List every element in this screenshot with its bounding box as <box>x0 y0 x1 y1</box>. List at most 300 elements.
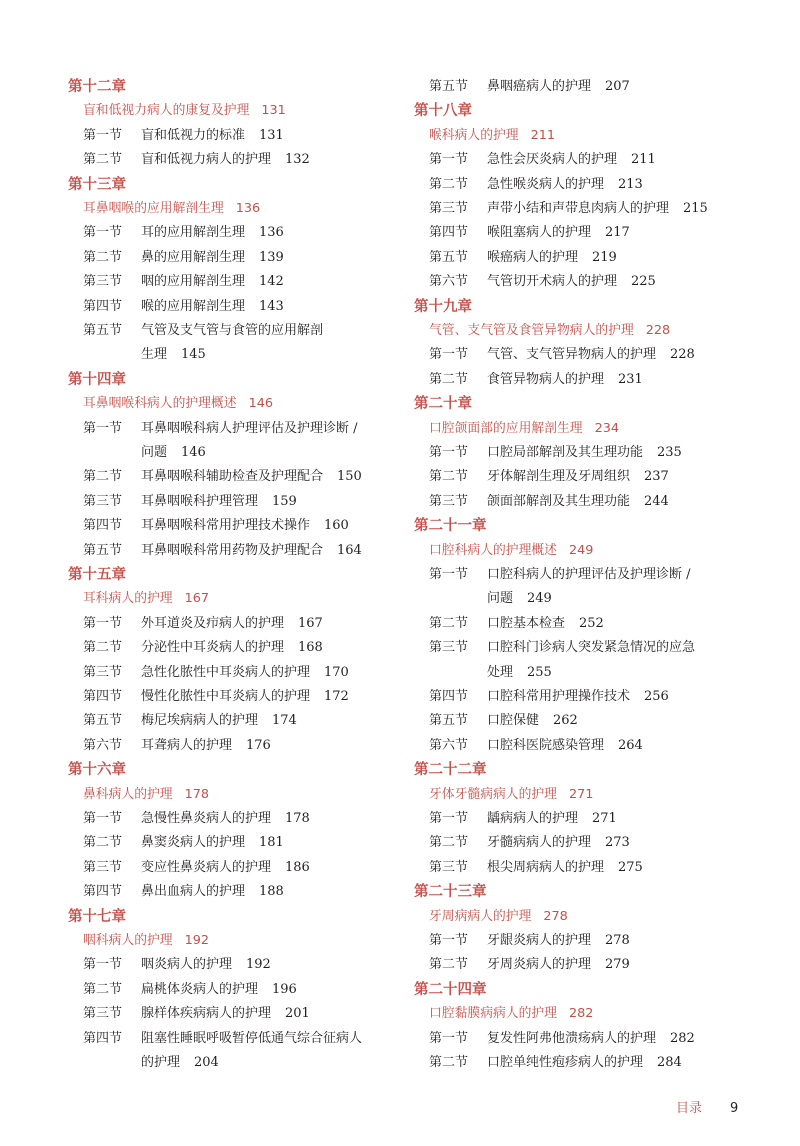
section-title-line <box>487 490 754 514</box>
chapter-title-link[interactable] <box>414 539 754 563</box>
section-page-number: 145 <box>181 347 206 363</box>
section-entry[interactable] <box>414 173 754 197</box>
section-page-number: 174 <box>272 713 297 729</box>
section-title-text: 急性喉炎病人的护理 <box>487 176 605 192</box>
section-title <box>141 417 398 466</box>
section-page-number: 176 <box>246 737 271 753</box>
section-page-number: 217 <box>605 225 630 241</box>
section-entry[interactable] <box>68 246 398 270</box>
chapter-title-link[interactable] <box>68 783 398 807</box>
section-number: 第一节 <box>429 810 469 826</box>
section-title-line <box>487 709 754 733</box>
section-page-number: 178 <box>285 810 310 826</box>
section-page-number: 279 <box>605 957 630 973</box>
section-page-number: 215 <box>683 201 708 216</box>
section-title-line <box>487 831 754 855</box>
chapter-heading: 第二十四章 <box>414 981 487 998</box>
section-title-text: 耳鼻咽喉科病人护理评估及护理诊断 / <box>141 420 358 436</box>
chapter-heading: 第十三章 <box>68 176 126 193</box>
section-entry[interactable] <box>414 929 754 953</box>
chapter-title-text: 口腔科病人的护理概述 <box>429 542 557 558</box>
section-title <box>487 343 754 367</box>
section-number: 第二节 <box>429 1054 469 1070</box>
section-title-text: 鼻的应用解剖生理 <box>141 249 246 265</box>
section-number: 第四节 <box>429 225 469 241</box>
section-entry[interactable] <box>68 709 398 733</box>
chapter-title-link[interactable] <box>414 1002 754 1026</box>
section-title <box>487 368 754 392</box>
section-title-line <box>487 612 754 636</box>
section-page-number: 249 <box>527 591 552 607</box>
section-number: 第五节 <box>83 323 123 338</box>
section-title-text: 根尖周病病人的护理 <box>487 859 605 875</box>
section-page-number: 252 <box>579 615 604 631</box>
section-title <box>141 953 398 977</box>
section-title-text: 口腔基本检查 <box>487 615 566 631</box>
section-title-line <box>141 246 398 270</box>
section-number: 第三节 <box>429 493 469 509</box>
section-title-text: 口腔科病人的护理评估及护理诊断 / <box>487 567 691 582</box>
section-entry[interactable] <box>414 612 754 636</box>
section-entry[interactable] <box>414 221 754 245</box>
section-title <box>141 978 398 1002</box>
section-title-line <box>487 441 754 465</box>
section-title-line <box>487 465 754 489</box>
chapter-heading: 第十五章 <box>68 566 126 583</box>
section-title <box>141 856 398 880</box>
section-title-text: 牙龈炎病人的护理 <box>487 932 592 948</box>
section-title-line <box>141 124 398 148</box>
section-title <box>487 709 754 733</box>
section-page-number: 219 <box>592 249 617 265</box>
section-title-line <box>487 246 754 270</box>
chapter-page-number: 249 <box>568 542 594 558</box>
section-title <box>487 246 754 270</box>
section-number: 第二节 <box>83 640 123 656</box>
chapter-heading: 第十六章 <box>68 762 126 779</box>
section-page-number: 168 <box>298 640 323 656</box>
chapter-heading: 第十四章 <box>68 371 126 388</box>
section-title-line <box>141 221 398 245</box>
section-number: 第三节 <box>83 1006 123 1022</box>
section-title-text: 牙周炎病人的护理 <box>487 957 592 973</box>
section-title-text: 耳鼻咽喉科常用药物及护理配合 <box>141 542 324 558</box>
section-title <box>141 124 398 148</box>
section-page-number: 213 <box>618 176 643 192</box>
section-number: 第三节 <box>83 493 123 509</box>
chapter-title-text: 口腔颌面部的应用解剖生理 <box>429 420 583 436</box>
section-title-line <box>141 465 398 489</box>
section-title <box>141 295 398 319</box>
footer-label: 目录 <box>676 1101 703 1116</box>
chapter-title-link[interactable] <box>68 587 398 611</box>
section-page-number: 201 <box>285 1006 310 1022</box>
section-number: 第四节 <box>83 884 123 900</box>
section-page-number: 244 <box>644 493 669 509</box>
section-entry[interactable] <box>414 75 754 99</box>
section-number: 第六节 <box>83 737 123 753</box>
section-title-line <box>141 709 398 733</box>
section-title-line <box>487 685 754 709</box>
section-entry[interactable] <box>68 539 398 563</box>
section-entry[interactable] <box>68 465 398 489</box>
chapter-title-text: 耳科病人的护理 <box>83 591 173 607</box>
section-entry[interactable] <box>68 880 398 904</box>
section-title-text: 耳鼻咽喉科辅助检查及护理配合 <box>141 469 324 485</box>
chapter-page-number: 282 <box>568 1006 594 1022</box>
section-number: 第二节 <box>83 981 123 997</box>
section-title-text: 声带小结和声带息肉病人的护理 <box>487 201 670 216</box>
section-title-text: 喉阻塞病人的护理 <box>487 225 592 241</box>
chapter-page-number: 278 <box>543 908 568 924</box>
section-title-line <box>141 514 398 538</box>
section-title <box>141 514 398 538</box>
section-title-text: 急慢性鼻炎病人的护理 <box>141 810 272 826</box>
section-title-line <box>141 636 398 660</box>
page-number: 9 <box>730 1101 739 1116</box>
chapter-title-text: 耳鼻咽喉的应用解剖生理 <box>83 200 224 216</box>
section-entry[interactable] <box>414 563 754 612</box>
section-entry[interactable] <box>414 636 754 685</box>
section-entry[interactable] <box>68 685 398 709</box>
section-title-line <box>141 856 398 880</box>
section-number: 第一节 <box>83 810 123 826</box>
section-title-line <box>487 221 754 245</box>
section-title-text: 耳聋病人的护理 <box>141 737 233 753</box>
section-title <box>487 441 754 465</box>
section-title <box>141 539 398 563</box>
chapter-page-number: 136 <box>235 200 261 216</box>
section-title-line <box>141 343 398 367</box>
section-entry[interactable] <box>68 1027 398 1076</box>
section-page-number: 167 <box>298 615 323 631</box>
section-entry[interactable] <box>414 856 754 880</box>
section-title-line <box>487 1027 754 1051</box>
chapter-title-text: 牙周病病人的护理 <box>429 908 532 924</box>
section-entry[interactable] <box>68 636 398 660</box>
section-title <box>141 636 398 660</box>
section-title <box>487 490 754 514</box>
chapter-title-link[interactable] <box>68 392 398 416</box>
section-title <box>487 465 754 489</box>
section-entry[interactable] <box>68 124 398 148</box>
section-title-text: 外耳道炎及疖病人的护理 <box>141 615 285 631</box>
section-number: 第三节 <box>83 664 123 680</box>
section-page-number: 181 <box>259 835 284 851</box>
section-title <box>487 953 754 977</box>
section-number: 第三节 <box>429 859 469 875</box>
section-title-text: 阻塞性睡眠呼吸暂停低通气综合征病人 <box>141 1030 363 1046</box>
section-title <box>141 319 398 368</box>
section-entry[interactable] <box>68 417 398 466</box>
chapter-title-text: 口腔黏膜病病人的护理 <box>429 1006 557 1022</box>
section-title-text: 慢性化脓性中耳炎病人的护理 <box>141 688 311 704</box>
section-title-text: 龋病病人的护理 <box>487 810 579 826</box>
section-entry[interactable] <box>68 856 398 880</box>
section-title-text: 耳的应用解剖生理 <box>141 225 246 241</box>
chapter-title-text: 咽科病人的护理 <box>83 932 173 948</box>
section-title <box>141 490 398 514</box>
section-title <box>141 807 398 831</box>
section-number: 第六节 <box>429 274 469 290</box>
chapter-heading: 第二十章 <box>414 396 472 413</box>
section-title-line <box>487 807 754 831</box>
section-title-line <box>487 75 754 99</box>
section-page-number: 192 <box>246 957 271 973</box>
section-entry[interactable] <box>414 197 754 221</box>
section-number: 第五节 <box>429 79 469 94</box>
section-page-number: 146 <box>181 444 206 460</box>
section-title <box>487 636 754 685</box>
section-title-text: 盲和低视力病人的护理 <box>141 152 272 168</box>
section-title-text: 问题 <box>141 444 168 460</box>
section-number: 第二节 <box>429 176 469 192</box>
chapter-title-link[interactable] <box>68 197 398 221</box>
section-title-text: 腺样体疾病病人的护理 <box>141 1006 272 1022</box>
section-title <box>487 685 754 709</box>
chapter-heading: 第二十三章 <box>414 884 487 901</box>
section-number: 第五节 <box>83 542 123 558</box>
section-title <box>487 807 754 831</box>
section-number: 第四节 <box>83 1030 123 1046</box>
section-page-number: 273 <box>605 835 630 851</box>
chapter-heading: 第二十一章 <box>414 518 487 535</box>
section-title-text: 咽炎病人的护理 <box>141 957 233 973</box>
section-entry[interactable] <box>414 1027 754 1051</box>
chapter-title-link[interactable] <box>414 417 754 441</box>
section-entry[interactable] <box>68 490 398 514</box>
section-entry[interactable] <box>68 295 398 319</box>
section-title <box>487 1051 754 1075</box>
section-title-line <box>141 148 398 172</box>
section-page-number: 262 <box>553 713 578 729</box>
section-title-line <box>487 1051 754 1075</box>
section-page-number: 188 <box>259 884 284 900</box>
section-entry[interactable] <box>414 343 754 367</box>
section-number: 第一节 <box>429 1030 469 1046</box>
chapter-title-link[interactable] <box>68 929 398 953</box>
section-title-text: 扁桃体炎病人的护理 <box>141 981 259 997</box>
chapter-heading: 第十七章 <box>68 908 126 925</box>
section-number: 第三节 <box>429 640 469 656</box>
section-page-number: 142 <box>259 274 284 290</box>
section-number: 第二节 <box>429 615 469 631</box>
section-title-line <box>141 978 398 1002</box>
section-page-number: 228 <box>670 347 695 363</box>
section-number: 第三节 <box>83 859 123 875</box>
section-entry[interactable] <box>414 490 754 514</box>
section-page-number: 275 <box>618 859 643 875</box>
section-entry[interactable] <box>414 1051 754 1075</box>
section-page-number: 132 <box>285 152 310 168</box>
section-entry[interactable] <box>414 465 754 489</box>
toc-column-right <box>414 75 754 1075</box>
section-page-number: 211 <box>631 152 656 168</box>
section-page-number: 256 <box>644 688 669 704</box>
section-number: 第二节 <box>83 152 123 168</box>
section-title-text: 气管、支气管异物病人的护理 <box>487 347 657 363</box>
section-number: 第二节 <box>83 835 123 851</box>
section-entry[interactable] <box>414 831 754 855</box>
section-page-number: 231 <box>618 371 643 387</box>
section-title <box>487 1027 754 1051</box>
section-number: 第一节 <box>83 420 123 436</box>
page-footer <box>676 1097 738 1116</box>
section-page-number: 284 <box>657 1054 682 1070</box>
section-title-text: 口腔局部解剖及其生理功能 <box>487 445 644 460</box>
section-title-line <box>141 1051 398 1075</box>
section-title-text: 耳鼻咽喉科护理管理 <box>141 493 259 509</box>
section-page-number: 196 <box>272 981 297 997</box>
section-title-line <box>141 612 398 636</box>
section-title-text: 口腔保健 <box>487 713 540 729</box>
section-entry[interactable] <box>414 734 754 758</box>
section-title-text: 颌面部解剖及其生理功能 <box>487 493 631 509</box>
chapter-page-number: 211 <box>530 127 556 143</box>
section-page-number: 172 <box>324 688 349 704</box>
section-title-text: 鼻咽癌病人的护理 <box>487 79 592 94</box>
section-page-number: 139 <box>259 249 284 265</box>
section-entry[interactable] <box>68 221 398 245</box>
section-title-line <box>487 929 754 953</box>
section-page-number: 271 <box>592 810 617 826</box>
section-title <box>487 929 754 953</box>
section-title-line <box>487 197 754 221</box>
section-title <box>487 612 754 636</box>
section-title-text: 变应性鼻炎病人的护理 <box>141 859 272 875</box>
section-title-line <box>141 441 398 465</box>
section-entry[interactable] <box>414 709 754 733</box>
section-number: 第四节 <box>83 518 123 534</box>
section-title <box>487 173 754 197</box>
section-title-text: 咽的应用解剖生理 <box>141 274 246 290</box>
section-entry[interactable] <box>68 148 398 172</box>
section-entry[interactable] <box>68 661 398 685</box>
section-entry[interactable] <box>414 368 754 392</box>
section-title-text: 牙髓病病人的护理 <box>487 835 592 851</box>
chapter-title-text: 牙体牙髓病病人的护理 <box>429 786 557 802</box>
section-entry[interactable] <box>68 270 398 294</box>
chapter-title-link[interactable] <box>414 319 754 343</box>
section-number: 第一节 <box>429 932 469 948</box>
chapter-page-number: 228 <box>645 323 671 339</box>
chapter-title-text: 喉科病人的护理 <box>429 127 519 143</box>
section-title <box>141 246 398 270</box>
section-title-text: 分泌性中耳炎病人的护理 <box>141 640 285 656</box>
section-title-text: 口腔科医院感染管理 <box>487 737 605 753</box>
section-title-text: 口腔科门诊病人突发紧急情况的应急 <box>487 640 696 656</box>
section-page-number: 186 <box>285 859 310 875</box>
section-entry[interactable] <box>68 319 398 368</box>
section-page-number: 207 <box>605 79 630 94</box>
section-title-text: 复发性阿弗他溃疡病人的护理 <box>487 1030 657 1046</box>
section-title-line <box>487 173 754 197</box>
chapter-title-link[interactable] <box>414 124 754 148</box>
section-title-line <box>487 953 754 977</box>
section-title <box>487 563 754 612</box>
section-entry[interactable] <box>414 246 754 270</box>
chapter-page-number: 167 <box>184 591 210 607</box>
section-title-text: 的护理 <box>141 1054 181 1070</box>
section-title-line <box>141 295 398 319</box>
section-page-number: 143 <box>259 298 284 314</box>
section-title-text: 盲和低视力的标准 <box>141 127 246 143</box>
section-entry[interactable] <box>414 807 754 831</box>
section-title-line <box>487 636 754 660</box>
section-entry[interactable] <box>68 831 398 855</box>
chapter-title-text: 盲和低视力病人的康复及护理 <box>83 103 250 119</box>
section-title-text: 气管及支气管与食管的应用解剖 <box>141 323 324 338</box>
section-number: 第一节 <box>429 347 469 363</box>
section-title-text: 急性化脓性中耳炎病人的护理 <box>141 664 311 680</box>
section-entry[interactable] <box>68 807 398 831</box>
chapter-title-link[interactable] <box>414 783 754 807</box>
section-number: 第一节 <box>429 567 469 582</box>
section-entry[interactable] <box>68 612 398 636</box>
section-number: 第五节 <box>83 713 123 729</box>
section-title <box>141 612 398 636</box>
section-title <box>141 1027 398 1076</box>
section-title-text: 鼻出血病人的护理 <box>141 884 246 900</box>
section-title <box>487 197 754 221</box>
section-title-line <box>141 685 398 709</box>
chapter-title-link[interactable] <box>68 99 398 123</box>
section-title-line <box>487 563 754 587</box>
chapter-title-text: 耳鼻咽喉科病人的护理概述 <box>83 396 237 412</box>
chapter-page-number: 131 <box>261 103 286 119</box>
section-entry[interactable] <box>68 978 398 1002</box>
section-number: 第六节 <box>429 737 469 753</box>
section-entry[interactable] <box>414 148 754 172</box>
section-title <box>487 221 754 245</box>
section-title <box>487 148 754 172</box>
section-entry[interactable] <box>414 953 754 977</box>
section-entry[interactable] <box>68 734 398 758</box>
section-title-line <box>141 417 398 441</box>
section-number: 第二节 <box>429 469 469 485</box>
section-page-number: 255 <box>527 664 552 680</box>
chapter-page-number: 192 <box>184 932 210 948</box>
section-entry[interactable] <box>414 685 754 709</box>
chapter-page-number: 271 <box>568 786 594 802</box>
section-title-line <box>141 1002 398 1026</box>
section-title <box>141 661 398 685</box>
section-page-number: 264 <box>618 737 643 753</box>
section-entry[interactable] <box>68 1002 398 1026</box>
chapter-heading: 第十八章 <box>414 103 472 120</box>
section-title-line <box>487 587 754 611</box>
section-title-text: 口腔科常用护理操作技术 <box>487 688 631 704</box>
chapter-title-link[interactable] <box>414 905 754 929</box>
section-title-line <box>487 148 754 172</box>
section-number: 第一节 <box>429 445 469 460</box>
section-entry[interactable] <box>414 441 754 465</box>
section-title-text: 处理 <box>487 664 514 680</box>
section-page-number: 131 <box>259 127 284 143</box>
section-entry[interactable] <box>68 953 398 977</box>
section-title-text: 食管异物病人的护理 <box>487 371 605 387</box>
section-entry[interactable] <box>68 514 398 538</box>
section-page-number: 204 <box>194 1054 219 1070</box>
section-title <box>487 856 754 880</box>
section-title-line <box>141 1027 398 1051</box>
section-title <box>487 75 754 99</box>
section-title-line <box>141 807 398 831</box>
section-title-text: 喉癌病人的护理 <box>487 249 579 265</box>
section-title <box>141 465 398 489</box>
section-entry[interactable] <box>414 270 754 294</box>
toc-column-left <box>68 75 398 1075</box>
